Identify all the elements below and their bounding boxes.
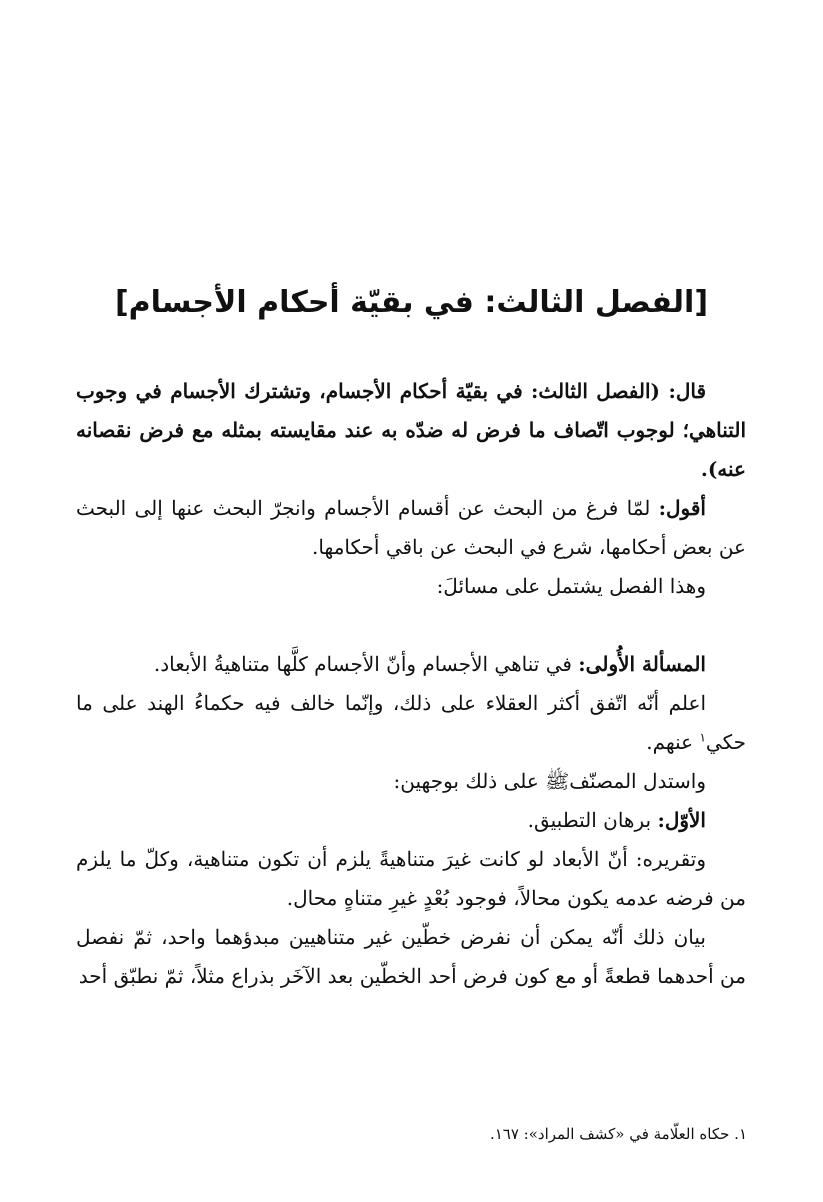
proof-paragraph: بيان ذلك أنّه يمكن أن نفرض خطّين غير متناهيين مبدؤهما واحد، ثمّ نفصل من أحدهما قطعةً أو مع كون فرض أحد الخطّين بعد الآخَر بذراع مثلاً، ثمّ نطبّق أحد bbox=[76, 925, 746, 988]
quote-text: (الفصل الثالث: في بقيّة أحكام الأجسام، وتشترك الأجسام في وجوب التناهي؛ لوجوب اتّصاف ما فرض له ضدّه به عند مقايسته بمثله مع فرض نقصانه عنه). bbox=[76, 379, 746, 481]
issue-label: المسألة الأُولى: bbox=[578, 652, 706, 676]
first-paragraph bbox=[76, 801, 746, 840]
chapter-title: [الفصل الثالث: في بقيّة أحكام الأجسام] bbox=[114, 285, 709, 320]
quote-paragraph bbox=[76, 372, 746, 489]
issue-text: في تناهي الأجسام وأنّ الأجسام كلَّها متناهيةُ الأبعاد. bbox=[153, 652, 572, 676]
quote-label: قال: bbox=[668, 379, 707, 403]
issue-paragraph bbox=[76, 645, 746, 684]
intro-line: وهذا الفصل يشتمل على مسائلَ: bbox=[436, 574, 706, 598]
commentary-label: أقول: bbox=[658, 496, 706, 520]
know-paragraph bbox=[76, 684, 746, 762]
explanation-paragraph: وتقريره: أنّ الأبعاد لو كانت غيرَ متناهيةً يلزم أن تكون متناهية، وكلّ ما يلزم من فرضه عدمه يكون محالاً، فوجود بُعْدٍ غيرِ متناهٍ محال. bbox=[76, 847, 746, 910]
argued-line: واستدل المصنّفﷺ على ذلك بوجهين: bbox=[393, 769, 706, 793]
know-text-after: عنهم. bbox=[646, 730, 694, 754]
footnote-marker[interactable]: ١ bbox=[699, 730, 706, 745]
first-text: برهان التطبيق. bbox=[527, 808, 652, 832]
commentary-paragraph bbox=[76, 489, 746, 567]
section-gap bbox=[76, 606, 746, 645]
footnote: ١. حكاه العلّامة في «كشف المراد»: ١٦٧. bbox=[489, 1125, 747, 1143]
body-text bbox=[76, 372, 746, 996]
first-label: الأوّل: bbox=[657, 808, 706, 832]
commentary-text: لمّا فرغ من البحث عن أقسام الأجسام وانجرّ البحث عنها إلى البحث عن بعض أحكامها، شرع في البحث عن باقي أحكامها. bbox=[76, 496, 746, 559]
know-text-before: اعلم أنّه اتّفق أكثر العقلاء على ذلك، وإنّما خالف فيه حكماءُ الهند على ما حكي bbox=[76, 691, 746, 754]
